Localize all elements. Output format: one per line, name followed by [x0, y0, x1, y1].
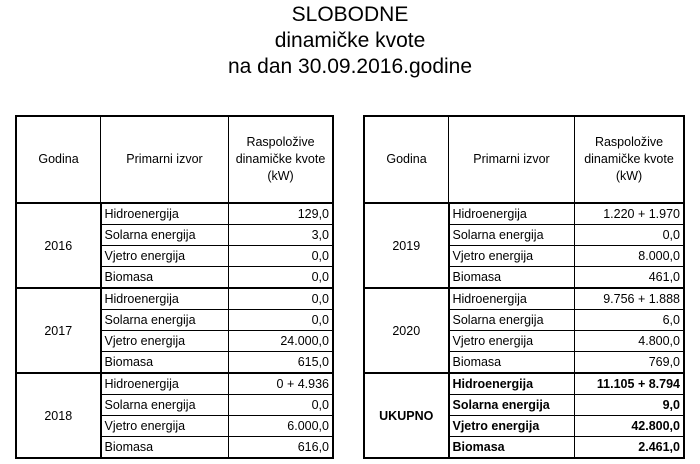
value-cell: 616,0 — [229, 437, 333, 458]
quota-table-left — [16, 116, 333, 458]
value-cell: 0 + 4.936 — [229, 373, 333, 395]
value-cell: 8.000,0 — [575, 246, 684, 267]
year-cell: 2017 — [17, 288, 101, 373]
quota-table-right — [364, 116, 684, 458]
value-cell: 42.800,0 — [575, 416, 684, 437]
source-cell: Solarna energija — [101, 310, 229, 331]
header-kvote: Raspoložive dinamičke kvote (kW) — [575, 117, 684, 204]
title-line-2: dinamičke kvote — [274, 29, 426, 52]
source-cell: Biomasa — [101, 352, 229, 374]
value-cell: 2.461,0 — [575, 437, 684, 458]
source-cell: Solarna energija — [449, 395, 575, 416]
page-title — [0, 2, 700, 80]
year-cell: 2016 — [17, 203, 101, 288]
source-cell: Vjetro energija — [449, 246, 575, 267]
source-cell: Hidroenergija — [101, 203, 229, 225]
header-kvote: Raspoložive dinamičke kvote (kW) — [229, 117, 333, 204]
source-cell: Vjetro energija — [101, 331, 229, 352]
title-line-1: SLOBODNE — [291, 3, 409, 26]
value-cell: 1.220 + 1.970 — [575, 203, 684, 225]
header-izvor: Primarni izvor — [449, 117, 575, 204]
value-cell: 0,0 — [229, 395, 333, 416]
value-cell: 129,0 — [229, 203, 333, 225]
year-cell: 2019 — [365, 203, 449, 288]
table-row — [365, 203, 684, 225]
value-cell: 4.800,0 — [575, 331, 684, 352]
table-row — [365, 288, 684, 310]
value-cell: 3,0 — [229, 225, 333, 246]
source-cell: Biomasa — [449, 352, 575, 374]
source-cell: Hidroenergija — [449, 288, 575, 310]
table-row — [365, 373, 684, 395]
source-cell: Biomasa — [449, 267, 575, 289]
source-cell: Vjetro energija — [449, 331, 575, 352]
table-row — [17, 288, 333, 310]
value-cell: 6,0 — [575, 310, 684, 331]
source-cell: Solarna energija — [101, 395, 229, 416]
source-cell: Hidroenergija — [101, 373, 229, 395]
year-cell: 2018 — [17, 373, 101, 458]
source-cell: Vjetro energija — [101, 246, 229, 267]
value-cell: 9.756 + 1.888 — [575, 288, 684, 310]
header-godina: Godina — [365, 117, 449, 204]
source-cell: Solarna energija — [101, 225, 229, 246]
header-izvor: Primarni izvor — [101, 117, 229, 204]
year-cell: UKUPNO — [365, 373, 449, 458]
value-cell: 769,0 — [575, 352, 684, 374]
source-cell: Vjetro energija — [101, 416, 229, 437]
value-cell: 6.000,0 — [229, 416, 333, 437]
value-cell: 11.105 + 8.794 — [575, 373, 684, 395]
source-cell: Biomasa — [101, 267, 229, 289]
value-cell: 9,0 — [575, 395, 684, 416]
source-cell: Biomasa — [449, 437, 575, 458]
year-cell: 2020 — [365, 288, 449, 373]
source-cell: Solarna energija — [449, 225, 575, 246]
source-cell: Vjetro energija — [449, 416, 575, 437]
value-cell: 0,0 — [575, 225, 684, 246]
table-header-row — [17, 117, 333, 204]
value-cell: 0,0 — [229, 310, 333, 331]
title-line-3: na dan 30.09.2016.godine — [227, 55, 473, 78]
source-cell: Biomasa — [101, 437, 229, 458]
source-cell: Hidroenergija — [449, 203, 575, 225]
table-row — [17, 203, 333, 225]
table-body-right — [365, 203, 684, 458]
value-cell: 0,0 — [229, 267, 333, 289]
table-row — [17, 373, 333, 395]
table-header-row — [365, 117, 684, 204]
source-cell: Hidroenergija — [449, 373, 575, 395]
value-cell: 0,0 — [229, 246, 333, 267]
value-cell: 24.000,0 — [229, 331, 333, 352]
table-body-left — [17, 203, 333, 458]
source-cell: Solarna energija — [449, 310, 575, 331]
value-cell: 461,0 — [575, 267, 684, 289]
source-cell: Hidroenergija — [101, 288, 229, 310]
header-godina: Godina — [17, 117, 101, 204]
value-cell: 0,0 — [229, 288, 333, 310]
value-cell: 615,0 — [229, 352, 333, 374]
